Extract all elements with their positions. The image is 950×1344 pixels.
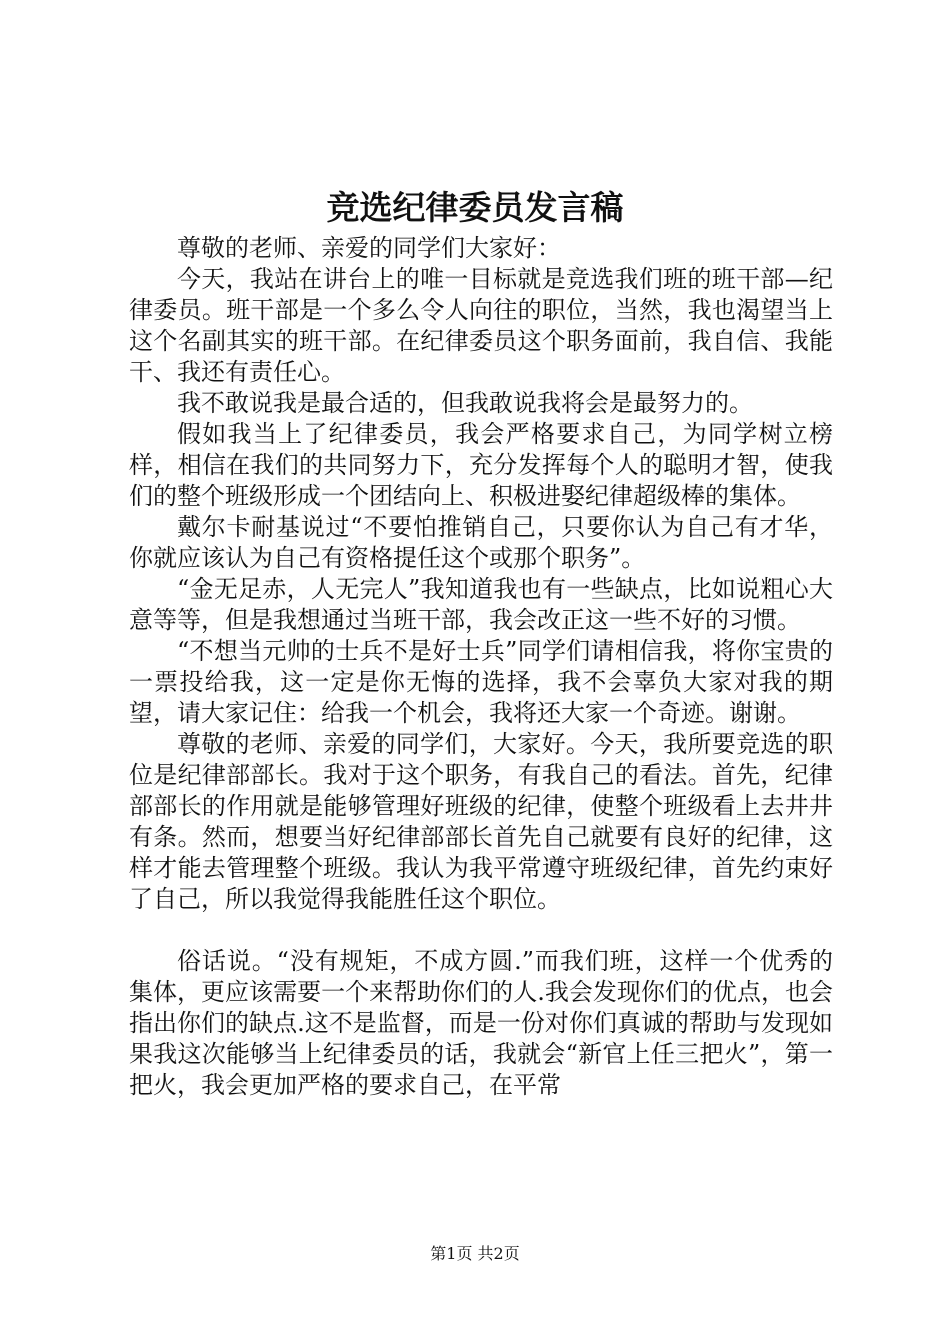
paragraph: 戴尔卡耐基说过“不要怕推销自己，只要你认为自己有才华，你就应该认为自己有资格提任这个或那个职务”。 <box>129 513 833 572</box>
paragraph-spacer <box>129 915 833 946</box>
paragraph: “金无足赤，人无完人”我知道我也有一些缺点，比如说粗心大意等等，但是我想通过当班干部，我会改正这一些不好的习惯。 <box>129 575 833 634</box>
paragraph: 我不敢说我是最合适的，但我敢说我将会是最努力的。 <box>177 389 753 417</box>
paragraph: 尊敬的老师、亲爱的同学们，大家好。今天，我所要竞选的职位是纪律部部长。我对于这个职务，有我自己的看法。首先，纪律部部长的作用就是能够管理好班级的纪律，使整个班级看上去井井有条。然而，想要当好纪律部部长首先自己就要有良好的纪律，这样才能去管理整个班级。我认为我平常遵守班级纪律，首先约束好了自己，所以我觉得我能胜任这个职位。 <box>129 730 833 913</box>
paragraph: “不想当元帅的士兵不是好士兵”同学们请相信我，将你宝贵的一票投给我，这一定是你无悔的选择，我不会辜负大家对我的期望，请大家记住：给我一个机会，我将还大家一个奇迹。谢谢。 <box>129 637 833 727</box>
page-footer: 第1页 共2页 <box>430 1244 520 1263</box>
paragraph: 假如我当上了纪律委员，我会严格要求自己，为同学树立榜样，相信在我们的共同努力下，充分发挥每个人的聪明才智，使我们的整个班级形成一个团结向上、积极进娶纪律超级棒的集体。 <box>129 420 833 510</box>
paragraph: 俗话说。“没有规矩，不成方圆.”而我们班，这样一个优秀的集体，更应该需要一个来帮助你们的人.我会发现你们的优点，也会指出你们的缺点.这不是监督，而是一份对你们真诚的帮助与发现如果我这次能够当上纪律委员的话，我就会“新官上任三把火”，第一把火，我会更加严格的要求自己，在平常 <box>129 947 833 1099</box>
document-title: 竞选纪律委员发言稿 <box>326 188 624 227</box>
paragraph: 今天，我站在讲台上的唯一目标就是竞选我们班的班干部—纪律委员。班干部是一个多么令人向往的职位，当然，我也渴望当上这个名副其实的班干部。在纪律委员这个职务面前，我自信、我能干、我还有责任心。 <box>129 265 833 386</box>
paragraph-greeting: 尊敬的老师、亲爱的同学们大家好： <box>177 234 561 262</box>
document-body <box>129 233 833 1101</box>
